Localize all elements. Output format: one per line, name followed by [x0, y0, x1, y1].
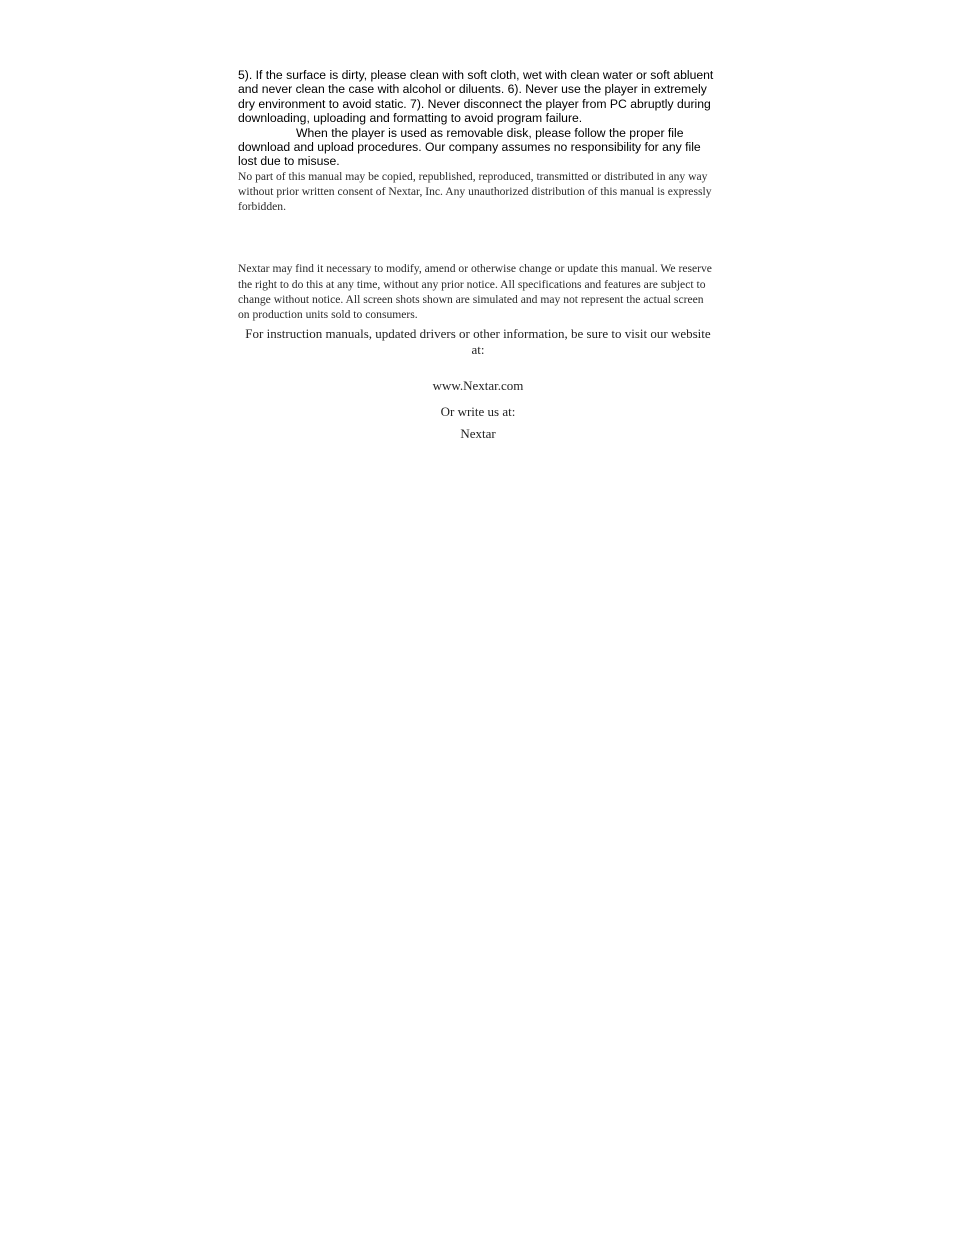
write-us-text: Or write us at: — [440, 404, 516, 420]
care-instructions-paragraph — [238, 68, 718, 169]
visit-website-text: For instruction manuals, updated drivers or other information, be sure to visit our website at: — [245, 326, 711, 358]
website-url: www.Nextar.com — [432, 378, 524, 394]
company-name: Nextar — [460, 426, 496, 442]
removable-disk-text: When the player is used as removable disk, please follow the proper file download and upload procedures. Our company assumes no responsibility for any file lost due to misuse. — [238, 125, 701, 169]
care-instructions-text: 5). If the surface is dirty, please clean with soft cloth, wet with clean water or soft abluent and never clean the case with alcohol or diluents. 6). Never use the player in extremely dry environment to avoid static. 7). Never disconnect the player from PC abruptly during downloading, uploading and formatting to avoid program failure. — [238, 68, 714, 126]
copyright-notice: No part of this manual may be copied, republished, reproduced, transmitted or distributed in any way without prior written consent of Nextar, Inc. Any unauthorized distribution of this manual is expressly forbidden. — [238, 169, 712, 214]
manual-page — [238, 68, 718, 442]
change-notice: Nextar may find it necessary to modify, amend or otherwise change or update this manual. We reserve the right to do this at any time, without any prior notice. All specifications and features are subject to change without notice. All screen shots shown are simulated and may not represent the actual screen on production units sold to consumers. — [238, 262, 712, 322]
